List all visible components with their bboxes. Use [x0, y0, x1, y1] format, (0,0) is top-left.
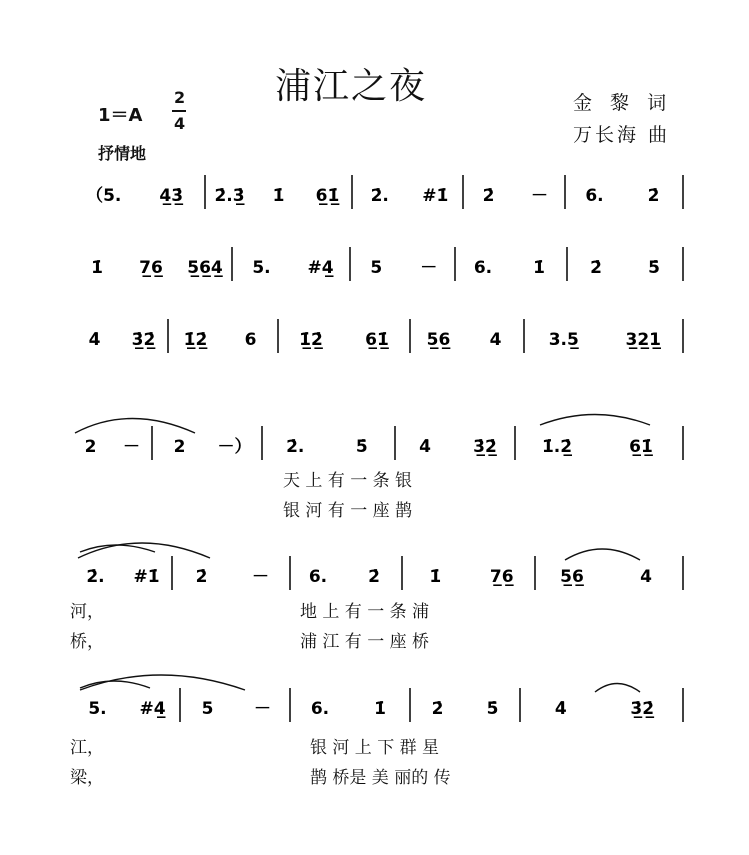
lyric-line: 浦 江 有 一 座 桥	[300, 632, 430, 652]
note-group: 6̲1̲̇	[315, 186, 340, 206]
note-group: #4̲	[139, 699, 166, 719]
time-signature-top: 2	[174, 88, 186, 107]
note-group: 2̇	[431, 699, 444, 719]
note-group: 2̇.	[286, 437, 305, 457]
time-signature-bottom: 4	[174, 114, 186, 133]
page-title: 浦江之夜	[275, 66, 428, 107]
slur-arc	[80, 675, 245, 690]
note-group: －	[531, 186, 548, 206]
note-group: 5.	[88, 699, 107, 719]
slur-arc	[78, 543, 210, 558]
note-group: 6.	[473, 258, 493, 278]
lyric-line: 地 上 有 一 条 浦	[300, 602, 430, 622]
note-group: 2̇.	[86, 567, 105, 587]
note-group: 1̲̇2̲̇	[299, 330, 323, 350]
note-group: 5̇	[355, 437, 368, 457]
note-group: 6.	[308, 567, 328, 587]
note-group: 1̇	[272, 186, 285, 206]
note-group: 6.	[585, 186, 604, 206]
note-group: 6̲1̲̇	[629, 437, 653, 457]
note-group: 6̲1̲̇	[365, 330, 389, 350]
note-group: 1̇	[533, 258, 545, 278]
slur-arc	[75, 419, 195, 434]
slur-arc	[565, 549, 640, 560]
note-group: －	[254, 699, 271, 719]
slur-arc	[80, 545, 155, 552]
note-group: 2̇	[195, 567, 208, 587]
note-group: 1̇	[91, 258, 103, 278]
note-group: 2̇	[647, 186, 660, 206]
note-group: 4̇	[554, 699, 567, 719]
note-group: 2	[173, 437, 186, 457]
note-group: －	[123, 437, 140, 457]
note-group: （5.	[86, 186, 122, 206]
note-group: 6	[244, 330, 257, 350]
note-group: 2̇	[590, 258, 602, 278]
note-group: #4̲	[307, 258, 334, 278]
note-group: 2̇	[482, 186, 495, 206]
note-group: －）	[217, 437, 252, 457]
lyric-line: 银 河 上 下 群 星	[310, 738, 440, 758]
note-group: 5̇	[486, 699, 499, 719]
note-group: 5.	[252, 258, 271, 278]
note-group: 2̇.3̲̇	[214, 186, 245, 206]
note-group: 2̇	[368, 567, 380, 587]
note-group: 1̇	[429, 567, 442, 587]
note-group: 4̲3̲̇	[159, 186, 184, 206]
lyricist-credit: 金 黎 词	[573, 92, 673, 114]
note-group: 1̲̇2̲̇	[183, 330, 208, 350]
note-group: 4̇	[419, 437, 431, 457]
note-group: 4	[489, 330, 502, 350]
note-group: 5̲6̲	[426, 330, 451, 350]
note-group: 1̇	[374, 699, 386, 719]
note-group: 6.	[310, 699, 330, 719]
key-signature: 1＝A	[98, 105, 143, 126]
note-group: 7̲6̲	[489, 567, 514, 587]
note-group: 3̲̇2̲̇	[131, 330, 156, 350]
note-group: 3.5̲	[548, 330, 579, 350]
lyric-line: 梁，	[70, 768, 104, 788]
note-group: 5̲6̲	[560, 567, 584, 587]
note-group: 3̲̇2̲̇	[630, 699, 655, 719]
note-group: 7̲6̲	[139, 258, 163, 278]
note-group: 2	[84, 437, 97, 457]
note-group: 1̇.2̲̇	[541, 437, 573, 457]
note-group: －	[420, 258, 438, 278]
lyric-line: 鹊 桥是 美 丽的 传	[310, 768, 451, 788]
note-group: 4	[640, 567, 652, 587]
note-group: －	[252, 567, 269, 587]
lyric-line: 银 河 有 一 座 鹊	[283, 501, 413, 521]
lyric-line: 天 上 有 一 条 银	[283, 471, 413, 491]
lyric-line: 桥，	[70, 632, 104, 652]
slur-arc	[595, 684, 640, 693]
note-group: 3̲2̲1̲	[625, 330, 661, 350]
note-group: 5	[201, 699, 214, 719]
tempo-marking: 抒情地	[98, 144, 147, 163]
note-group: 3̲̇2̲̇	[473, 437, 497, 457]
note-group: 4̇	[88, 330, 101, 350]
composer-credit: 万长海 曲	[573, 124, 671, 146]
note-group: #1̇	[133, 567, 160, 587]
note-group: 5̲6̲4̲	[187, 258, 223, 278]
lyric-line: 江，	[70, 738, 104, 758]
note-group: 5	[370, 258, 383, 278]
lyric-line: 河，	[70, 602, 104, 622]
note-group: #1̇	[422, 186, 449, 206]
slur-arc	[540, 415, 650, 426]
note-group: 5̇	[648, 258, 660, 278]
note-group: 2̇.	[370, 186, 389, 206]
